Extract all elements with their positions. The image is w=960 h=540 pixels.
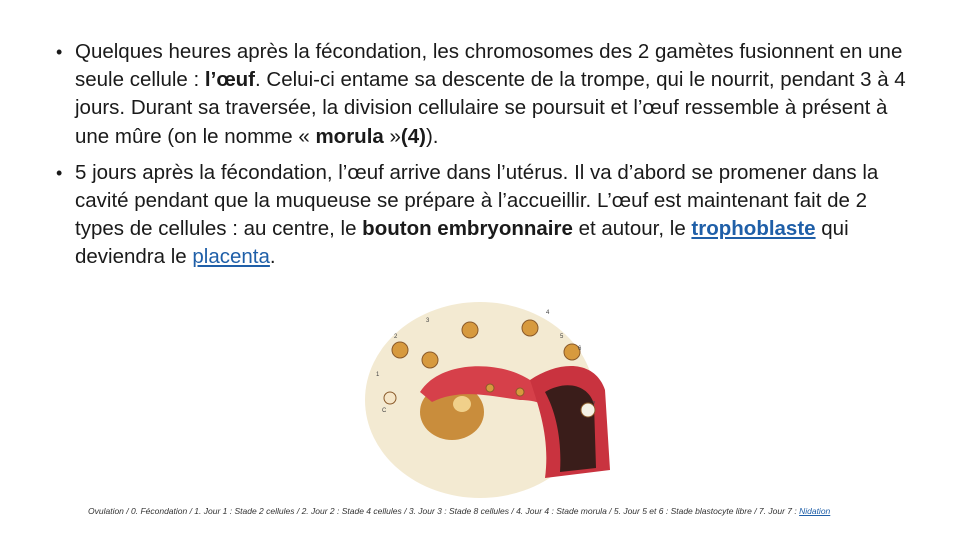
bullet-marker: •: [56, 42, 63, 62]
egg-stage-3: [462, 322, 478, 338]
bullet-2: [56, 159, 916, 272]
caption-link-nidation[interactable]: Nidation: [799, 506, 831, 516]
diagram-label: 7: [592, 402, 596, 408]
nidation-diagram: [360, 300, 620, 500]
nidation-diagram-svg: [360, 300, 620, 500]
egg-stage-2: [392, 342, 408, 358]
bold-text: l’œuf: [204, 68, 256, 92]
bullet-list: [56, 38, 916, 280]
egg-stage-ovulation: [384, 392, 396, 404]
egg-in-tube: [516, 388, 524, 396]
bold-text: bouton embryonnaire: [362, 217, 573, 241]
diagram-label: 6: [578, 346, 582, 352]
diagram-label: 4: [546, 310, 550, 316]
egg-stage-4: [522, 320, 538, 336]
bullet-marker: •: [56, 162, 63, 183]
follicle: [453, 396, 471, 412]
egg-in-tube: [486, 384, 494, 392]
caption: [88, 505, 928, 517]
bullet-1-text: Quelques heures après la fécondation, les chromosomes des 2 gamètes fusionnent en une seule cellule : l’œuf. Celui-ci entame sa descente de la trompe, qui le nourrit, pendant 3 à 4 jours. Durant sa traversée, la division cellulaire se poursuit et l’œuf ressemble à présent à une mûre (on le nomme « morula »(4)).: [75, 40, 906, 148]
bold-text: (4): [400, 124, 426, 148]
diagram-label: C: [382, 408, 387, 414]
diagram-label: 5: [560, 334, 564, 340]
bullet-2-text: 5 jours après la fécondation, l’œuf arrive dans l’utérus. Il va d’abord se promener dans la cavité pendant que la muqueuse se prépare à l’accueillir. L’œuf est maintenant fait de 2 types de cellules : au centre, le bouton embryonnaire et autour, le trophoblaste qui deviendra le placenta.: [75, 160, 879, 269]
diagram-label: 2: [394, 334, 398, 340]
caption-text: Ovulation / 0. Fécondation / 1. Jour 1 : Stade 2 cellules / 2. Jour 2 : Stade 4 cellules / 3. Jour 3 : Stade 8 cellules / 4. Jour 4 : Stade morula / 5. Jour 5 et 6 : Stade blastocyte libre / 7. Jour 7 :: [88, 506, 800, 516]
bold-text: morula: [315, 124, 384, 148]
diagram-label: 3: [426, 318, 430, 324]
bullet-1: [56, 38, 916, 151]
text-link[interactable]: placenta: [192, 245, 270, 269]
text-link[interactable]: trophoblaste: [691, 217, 816, 241]
egg-stage-1: [422, 352, 438, 368]
diagram-label: 1: [376, 372, 380, 378]
